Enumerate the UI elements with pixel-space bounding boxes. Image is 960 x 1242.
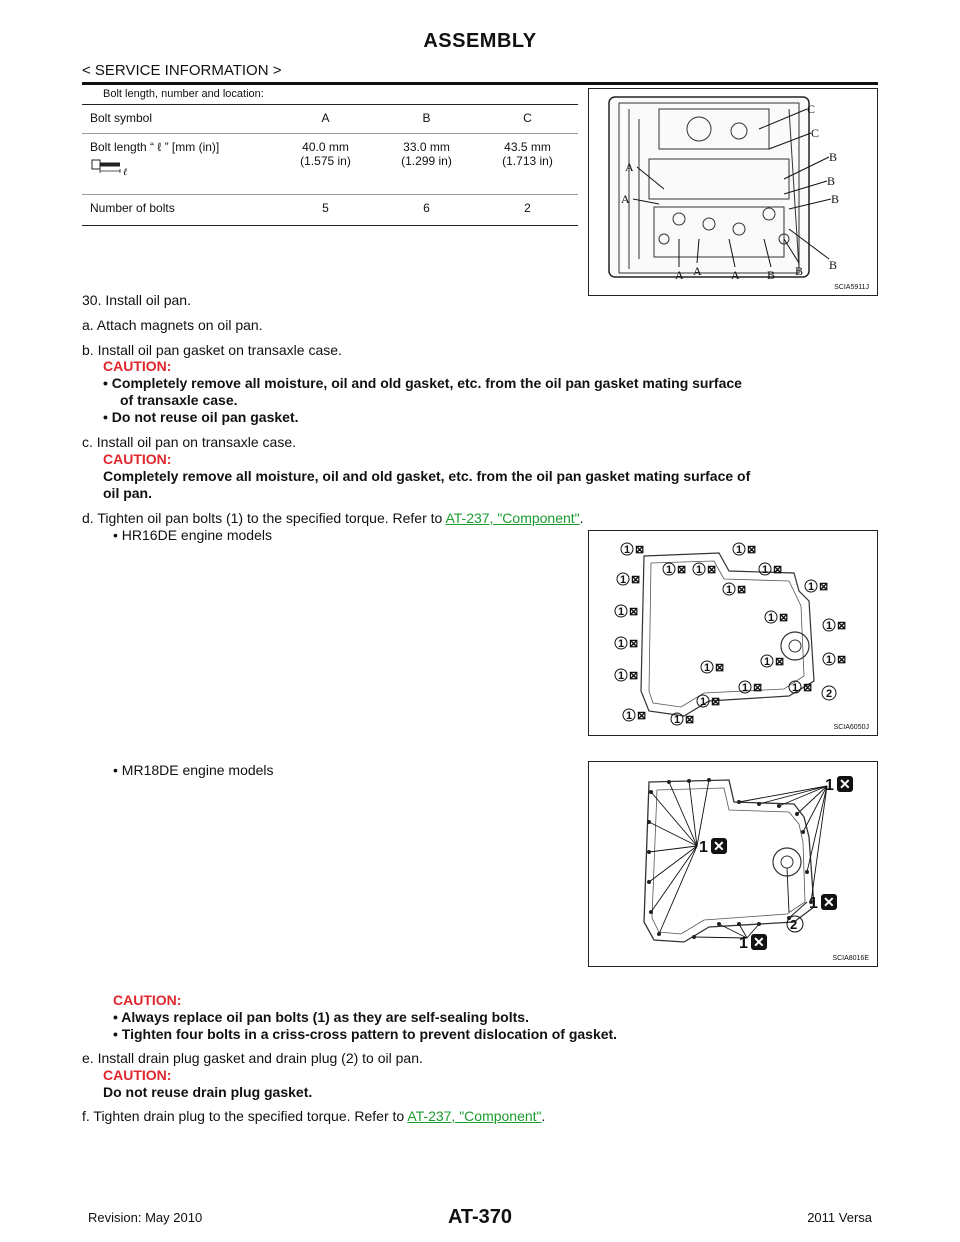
bolt-callout: [823, 619, 846, 632]
step-text: .: [579, 510, 584, 526]
svg-text:⊠: ⊠: [803, 682, 813, 694]
table-row: [82, 105, 578, 134]
revision-label: Revision: May 2010: [88, 1210, 203, 1225]
bolt-table: [82, 104, 578, 226]
table-row: [82, 195, 578, 226]
caution-text: • Completely remove all moisture, oil and old gasket, etc. from the oil pan gasket mating surface: [103, 375, 742, 391]
table-cell: Number of bolts: [82, 195, 275, 226]
bolt-length-label: Bolt length “ ℓ ” [mm (in)]: [90, 140, 220, 154]
header-rule: [82, 82, 878, 85]
bolt-callout: [733, 543, 756, 556]
svg-text:⊠: ⊠: [837, 654, 847, 666]
bolt-callout: [739, 934, 767, 952]
bolt-callout: [823, 653, 846, 666]
svg-text:1: 1: [764, 656, 771, 668]
bolt-label: B: [827, 174, 836, 188]
svg-text:✕: ✕: [823, 894, 835, 910]
svg-text:⊠: ⊠: [753, 682, 763, 694]
svg-text:⊠: ⊠: [677, 564, 687, 576]
figure-oil-pan-mr18de: [588, 761, 878, 967]
figure-id: SCIA6050J: [833, 724, 869, 731]
step-30: 30. Install oil pan.: [82, 292, 191, 308]
table-cell: 2: [477, 195, 578, 226]
svg-text:1: 1: [699, 839, 708, 856]
caution-text: oil pan.: [103, 485, 152, 501]
figure-id: SCIA5911J: [834, 284, 869, 291]
bolt-label: B: [831, 192, 840, 206]
bolt-label: C: [811, 126, 820, 140]
svg-text:⊠: ⊠: [779, 612, 789, 624]
oil-pan-hr16de-illustration: [589, 531, 877, 735]
step-c: c. Install oil pan on transaxle case.: [82, 434, 297, 450]
bolt-label: A: [693, 264, 702, 278]
bolt-callout: [623, 709, 646, 722]
svg-text:1: 1: [624, 544, 631, 556]
svg-text:⊠: ⊠: [629, 606, 639, 618]
bolt-callout: [621, 543, 644, 556]
hr16de-label: • HR16DE engine models: [113, 527, 272, 543]
step-a: a. Attach magnets on oil pan.: [82, 317, 263, 333]
bolt-label: A: [675, 268, 684, 282]
intro-text: Bolt length, number and location:: [103, 88, 264, 100]
bolt-label: A: [621, 192, 630, 206]
bolt-label: B: [829, 258, 838, 272]
step-text: d. Tighten oil pan bolts (1) to the specified torque. Refer to: [82, 510, 446, 526]
svg-text:⊠: ⊠: [629, 670, 639, 682]
model-label: 2011 Versa: [807, 1210, 872, 1225]
table-cell: 5: [275, 195, 376, 226]
svg-text:1: 1: [826, 654, 833, 666]
figure-control-valve: [588, 88, 878, 296]
page-number: AT-370: [447, 1206, 513, 1228]
caution-text: • Tighten four bolts in a criss-cross pattern to prevent dislocation of gasket.: [113, 1026, 618, 1042]
svg-text:⊠: ⊠: [635, 544, 645, 556]
svg-text:✕: ✕: [753, 934, 765, 950]
bolt-callout: [699, 838, 727, 856]
svg-text:⊠: ⊠: [747, 544, 757, 556]
bolt-callout: [723, 583, 746, 596]
bolt-callout: [615, 637, 638, 650]
bolt-label: B: [795, 264, 804, 278]
bolt-callout: [671, 713, 694, 726]
control-valve-illustration: [589, 89, 877, 295]
value-in: (1.575 in): [300, 154, 351, 168]
table-cell: [477, 134, 578, 195]
svg-text:⊠: ⊠: [629, 638, 639, 650]
step-text: .: [541, 1108, 546, 1124]
bolt-callout: [765, 611, 788, 624]
drain-plug-callout: [822, 686, 836, 700]
table-cell: [82, 134, 275, 195]
bolt-callout: [805, 580, 828, 593]
bolt-callout: [701, 661, 724, 674]
svg-text:1: 1: [762, 564, 769, 576]
bolt-icon: [90, 158, 130, 176]
bolt-callout: [809, 894, 837, 912]
svg-text:1: 1: [696, 564, 703, 576]
drain-plug-callout: [787, 916, 803, 932]
mr18de-label: • MR18DE engine models: [113, 762, 274, 778]
bolt-callout: [615, 669, 638, 682]
svg-text:⊠: ⊠: [685, 714, 695, 726]
svg-text:1: 1: [825, 777, 834, 794]
svg-text:1: 1: [809, 895, 818, 912]
svg-text:1: 1: [618, 670, 625, 682]
section-label: < SERVICE INFORMATION >: [82, 62, 282, 79]
svg-text:1: 1: [618, 638, 625, 650]
bolt-callout: [617, 573, 640, 586]
bolt-length-symbol: ℓ: [123, 167, 128, 176]
oil-pan-mr18de-illustration: [589, 762, 877, 966]
svg-text:1: 1: [704, 662, 711, 674]
svg-text:✕: ✕: [839, 776, 851, 792]
bolt-callout: [739, 681, 762, 694]
svg-text:1: 1: [768, 612, 775, 624]
figure-oil-pan-hr16de: [588, 530, 878, 736]
caution-label: CAUTION:: [103, 358, 172, 374]
svg-text:1: 1: [808, 581, 815, 593]
value-mm: 43.5 mm: [504, 140, 551, 154]
value-in: (1.299 in): [401, 154, 452, 168]
caution-label: CAUTION:: [113, 992, 182, 1008]
caution-text: • Always replace oil pan bolts (1) as they are self-sealing bolts.: [113, 1009, 529, 1025]
bolt-callout: [697, 695, 720, 708]
caution-text: Do not reuse drain plug gasket.: [103, 1084, 313, 1100]
svg-text:⊠: ⊠: [715, 662, 725, 674]
svg-text:⊠: ⊠: [637, 710, 647, 722]
step-e: e. Install drain plug gasket and drain plug (2) to oil pan.: [82, 1050, 423, 1066]
caution-text: Completely remove all moisture, oil and old gasket, etc. from the oil pan gasket mating surface of: [103, 468, 751, 484]
bolt-label: C: [807, 102, 816, 116]
bolt-callout: [825, 776, 853, 794]
svg-text:1: 1: [739, 935, 748, 952]
table-cell: B: [376, 105, 477, 134]
table-cell: [275, 134, 376, 195]
figure-id: SCIA8016E: [832, 955, 869, 962]
svg-text:⊠: ⊠: [707, 564, 717, 576]
step-b: b. Install oil pan gasket on transaxle case.: [82, 342, 342, 358]
bolt-callout: [615, 605, 638, 618]
bolt-label: A: [625, 160, 634, 174]
svg-text:2: 2: [790, 917, 798, 932]
svg-text:✕: ✕: [713, 838, 725, 854]
svg-text:1: 1: [742, 682, 749, 694]
svg-text:1: 1: [792, 682, 799, 694]
svg-text:⊠: ⊠: [773, 564, 783, 576]
svg-text:⊠: ⊠: [631, 574, 641, 586]
reference-link[interactable]: AT-237, "Component": [407, 1108, 542, 1124]
svg-text:1: 1: [736, 544, 743, 556]
step-d: [82, 509, 584, 527]
bolt-callout: [663, 563, 686, 576]
table-cell: C: [477, 105, 578, 134]
bolt-callout: [789, 681, 812, 694]
svg-text:1: 1: [618, 606, 625, 618]
bolt-callout: [693, 563, 716, 576]
table-cell: A: [275, 105, 376, 134]
caution-label: CAUTION:: [103, 1067, 172, 1083]
svg-text:1: 1: [674, 714, 681, 726]
svg-text:2: 2: [826, 688, 833, 700]
svg-text:⊠: ⊠: [837, 620, 847, 632]
svg-text:1: 1: [620, 574, 627, 586]
bolt-label: B: [829, 150, 838, 164]
caution-text: of transaxle case.: [120, 392, 238, 408]
bolt-label: A: [731, 268, 740, 282]
svg-text:⊠: ⊠: [819, 581, 829, 593]
svg-text:1: 1: [726, 584, 733, 596]
value-mm: 40.0 mm: [302, 140, 349, 154]
step-text: f. Tighten drain plug to the specified torque. Refer to: [82, 1108, 408, 1124]
svg-text:1: 1: [826, 620, 833, 632]
reference-link[interactable]: AT-237, "Component": [445, 510, 580, 526]
bolt-callout: [761, 655, 784, 668]
svg-text:1: 1: [700, 696, 707, 708]
svg-text:⊠: ⊠: [737, 584, 747, 596]
bolt-callout: [759, 563, 782, 576]
caution-label: CAUTION:: [103, 451, 172, 467]
value-in: (1.713 in): [502, 154, 553, 168]
table-cell: Bolt symbol: [82, 105, 275, 134]
svg-text:⊠: ⊠: [775, 656, 785, 668]
step-f: [82, 1107, 545, 1125]
table-cell: [376, 134, 477, 195]
bolt-label: B: [767, 268, 776, 282]
caution-text: • Do not reuse oil pan gasket.: [103, 409, 299, 425]
table-row: [82, 134, 578, 195]
value-mm: 33.0 mm: [403, 140, 450, 154]
svg-text:1: 1: [666, 564, 673, 576]
svg-text:⊠: ⊠: [711, 696, 721, 708]
page-title: ASSEMBLY: [423, 30, 537, 52]
svg-text:1: 1: [626, 710, 633, 722]
table-cell: 6: [376, 195, 477, 226]
